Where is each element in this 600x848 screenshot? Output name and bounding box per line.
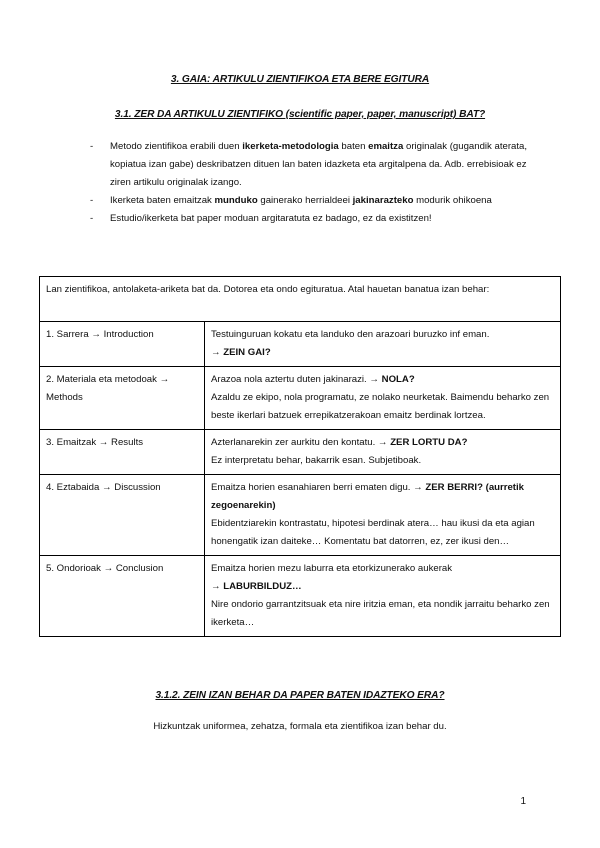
description-extra: Ez interpretatu behar, bakarrik esan. Subjetiboak. xyxy=(211,455,422,466)
description-extra: Ebidentziarekin kontrastatu, hipotesi berdinak atera… hau ikusi da eta agian honengatik izan daiteke… Komentatu bat datorren, ez, zer ikusi den… xyxy=(211,518,535,547)
table-intro-row xyxy=(40,277,561,322)
paper-structure-table xyxy=(39,276,561,637)
bullet-text: originalak (gugandik aterata, kopiatua izan gabe) deskribatzen dituen lan baten idazketa eta argitalpena da. Adb. errebisioak ez ziren artikulu originalak izango. xyxy=(110,141,528,188)
section-name-cell: 4. Eztabaida → Discussion xyxy=(40,475,205,556)
subsection-title: 3.1.2. ZEIN IZAN BEHAR DA PAPER BATEN IDAZTEKO ERA? xyxy=(155,690,445,701)
key-question: → LABURBILDUZ… xyxy=(211,581,302,592)
bullet-item xyxy=(90,192,530,210)
description-extra: Nire ondorio garrantzitsuak eta nire iritzia eman, eta nondik jarraitu beharko zen ikerketa… xyxy=(211,599,550,628)
bullet-text: modurik ohikoena xyxy=(413,195,492,206)
closing-sentence: Hizkuntzak uniformea, zehatza, formala eta zientifikoa izan behar du. xyxy=(153,721,447,732)
section-description-cell xyxy=(205,475,561,556)
table-row xyxy=(40,556,561,637)
bullet-item xyxy=(90,210,530,228)
description-text: Emaitza horien esanahiaren berri ematen digu. → xyxy=(211,482,423,493)
section-title: 3.1. ZER DA ARTIKULU ZIENTIFIKO (scientific paper, paper, manuscript) BAT? xyxy=(114,109,486,120)
bullet-item xyxy=(90,138,530,192)
table-row xyxy=(40,475,561,556)
table-row xyxy=(40,367,561,430)
section-name-cell: 3. Emaitzak → Results xyxy=(40,430,205,475)
section-name-cell: 1. Sarrera → Introduction xyxy=(40,322,205,367)
key-question: ZER BERRI? (aurretik zegoenarekin) xyxy=(211,482,525,511)
bullet-bold-text: ikerketa-metodologia xyxy=(242,141,339,152)
description-text: Testuinguruan kokatu eta landuko den arazoari buruzko inf eman. xyxy=(211,329,490,340)
bullet-text: gainerako herrialdeei xyxy=(257,195,353,206)
section-name-cell: 2. Materiala eta metodoak → Methods xyxy=(40,367,205,430)
table-row xyxy=(40,322,561,367)
description-extra: Azaldu ze ekipo, nola programatu, ze nolako neurketak. Baimendu beharko zen beste ikerlari batzuek errepikatzerakoan emaitz berdinak lortzea. xyxy=(211,392,550,421)
bullet-text: baten xyxy=(338,141,369,152)
bullet-bold-text: munduko xyxy=(214,195,258,206)
description-text: Azterlanarekin zer aurkitu den kontatu. → xyxy=(211,437,388,448)
section-description-cell xyxy=(205,367,561,430)
description-text: Emaitza horien mezu laburra eta etorkizunerako aukerak xyxy=(211,563,453,574)
section-description-cell xyxy=(205,322,561,367)
bullet-text: Metodo zientifikoa erabili duen xyxy=(110,141,243,152)
description-text: Arazoa nola aztertu duten jakinarazi. → xyxy=(211,374,379,385)
key-question: ZER LORTU DA? xyxy=(390,437,468,448)
bullet-bold-text: jakinarazteko xyxy=(352,195,414,206)
section-name-cell: 5. Ondorioak → Conclusion xyxy=(40,556,205,637)
bullet-text: Ikerketa baten emaitzak xyxy=(110,195,215,206)
bullet-text: Estudio/ikerketa bat paper moduan argitaratuta ez badago, ez da existitzen! xyxy=(110,213,432,224)
bullet-bold-text: emaitza xyxy=(368,141,404,152)
bullet-list xyxy=(90,138,530,228)
table-intro-cell: Lan zientifikoa, antolaketa-ariketa bat da. Dotorea eta ondo egituratua. Atal hauetan banatua izan behar: xyxy=(40,277,561,322)
table-row xyxy=(40,430,561,475)
section-description-cell xyxy=(205,430,561,475)
page-number: 1 xyxy=(520,796,526,807)
main-title: 3. GAIA: ARTIKULU ZIENTIFIKOA ETA BERE EGITURA xyxy=(170,74,430,85)
key-question: NOLA? xyxy=(381,374,415,385)
key-question: → ZEIN GAI? xyxy=(211,347,271,358)
section-description-cell xyxy=(205,556,561,637)
